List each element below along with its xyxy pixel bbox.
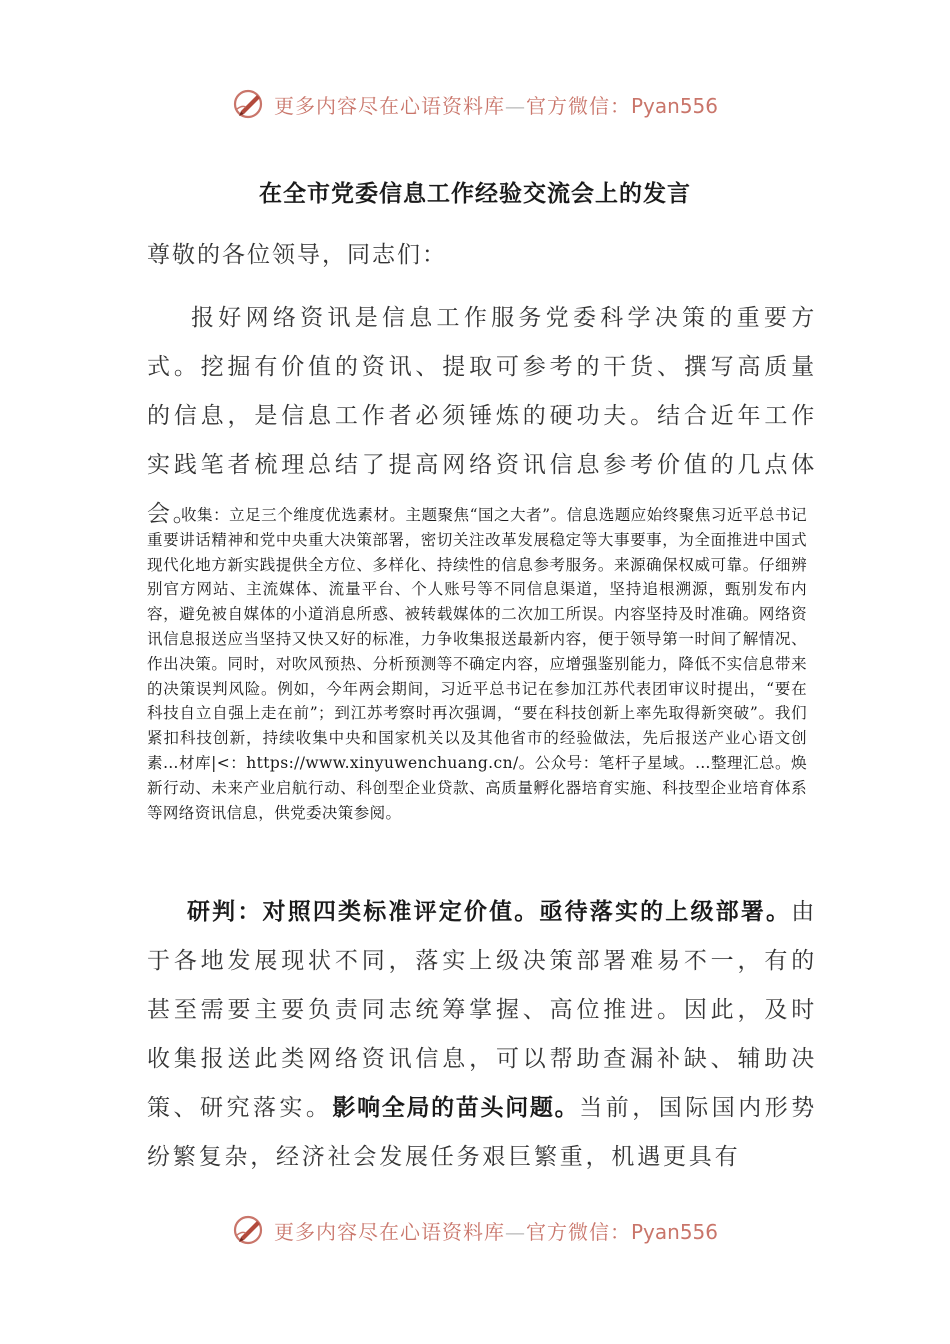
salutation: 尊敬的各位领导，同志们： bbox=[147, 242, 447, 268]
pen-logo-icon bbox=[232, 87, 266, 121]
document-title: 在全市党委信息工作经验交流会上的发言 bbox=[259, 181, 691, 207]
banner-text: 更多内容尽在心语资料库—官方微信：Pyan556 bbox=[273, 1219, 718, 1244]
pen-logo-icon bbox=[232, 1213, 266, 1247]
header-watermark bbox=[0, 84, 950, 124]
banner-text: 更多内容尽在心语资料库—官方微信：Pyan556 bbox=[273, 93, 718, 118]
collect-paragraph: 收集：立足三个维度优选素材。主题聚焦“国之大者”。信息选题应始终聚焦习近平总书记重要讲话精神和党中央重大决策部署，密切关注改革发展稳定等大事要事，为全面推进中国式现代化地方新实践提供全方位、多样化、持续性的信息参考服务。来源确保权威可靠。仔细辨别官方网站、主流媒体、流量平台、个人账号等不同信息渠道，坚持追根溯源，甄别发布内容，避免被自媒体的小道消息所惑、被转载媒体的二次加工所误。内容坚持及时准确。网络资讯信息报送应当坚持又快又好的标准，力争收集报送最新内容，便于领导第一时间了解情况、作出决策。同时，对吹风预热、分析预测等不确定内容，应增强鉴别能力，降低不实信息带来的决策误判风险。例如，今年两会期间，习近平总书记在参加江苏代表团审议时提出，“要在科技自立自强上走在前”；到江苏考察时再次强调，“要在科技创新上率先取得新突破”。我们紧扣科技创新，持续收集中央和国家机关以及其他省市的经验做法，先后报送产业心语文创素…材库|<：https://www.xinyuwenchuang.cn/。公众号：笔杆子星域。…整理汇总。焕新行动、未来产业启航行动、科创型企业贷款、高质量孵化器培育实施、科技型企业培育体系等网络资讯信息，供党委决策参阅。 bbox=[147, 506, 807, 822]
judge-heading: 研判：对照四类标准评定价值。亟待落实的上级部署。 bbox=[187, 899, 792, 925]
footer-watermark bbox=[0, 1210, 950, 1250]
judge-body-2: 当前，国际国内形势纷繁复杂，经济社会发展任务艰巨繁重，机遇更具有 bbox=[147, 1095, 817, 1170]
judge-paragraph bbox=[147, 888, 817, 1182]
judge-body-1: 由于各地发展现状不同，落实上级决策部署难易不一，有的甚至需要主要负责同志统筹掌握、高位推进。因此，及时收集报送此类网络资讯信息，可以帮助查漏补缺、辅助决策、研究落实。 bbox=[147, 899, 817, 1121]
judge-subheading: 影响全局的苗头问题。 bbox=[332, 1095, 580, 1121]
intro-paragraph: 报好网络资讯是信息工作服务党委科学决策的重要方式。挖掘有价值的资讯、提取可参考的干货、撰写高质量的信息，是信息工作者必须锤炼的硬功夫。结合近年工作实践笔者梳理总结了提高网络资讯信息参考价值的几点体会。 bbox=[147, 305, 817, 527]
